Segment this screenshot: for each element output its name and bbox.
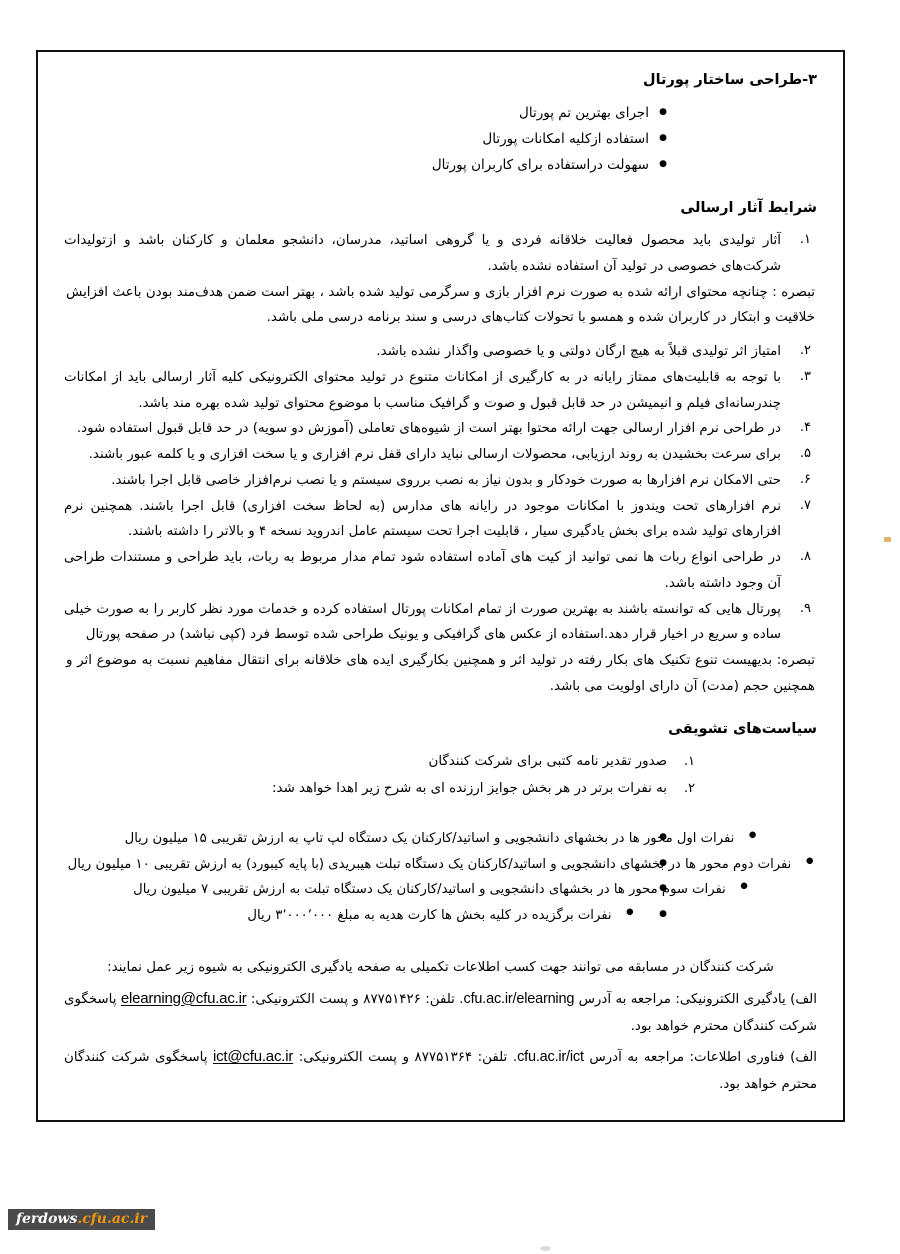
list-item-number: ۳.: [799, 368, 811, 384]
list-item-number: ۶.: [799, 471, 811, 487]
contact-phone-label: . تلفن:: [425, 991, 464, 1007]
list-item-number: ۸.: [799, 549, 811, 565]
list-item-text: برای سرعت بخشیدن به روند ارزیابی، محصولات ارسالی نباید دارای قفل نرم افزاری و یا سخت افزاری و یا کلمه عبور باشند.: [88, 447, 781, 463]
list-item: [64, 416, 817, 442]
contact-url[interactable]: cfu.ac.ir/ict: [517, 1049, 584, 1066]
list-item: [64, 852, 817, 878]
list-item-text: صدور تقدیر نامه کتبی برای شرکت کنندگان: [428, 754, 667, 770]
list-item-number: ۲.: [683, 781, 695, 796]
prize-list: [64, 826, 817, 929]
list-item: [64, 468, 817, 494]
contact-row-elearning: [64, 984, 817, 1041]
contact-tail: پاسخگوی شرکت کنندگان محترم خواهد بود.: [64, 1050, 817, 1093]
list-item: ● اجرای بهترین تم پورتال: [64, 101, 817, 127]
list-item-text: به نفرات برتر در هر بخش جوایز ارزنده ای به شرح زیر اهدا خواهد شد:: [272, 781, 667, 796]
list-item: [64, 442, 817, 468]
scan-artifact: [884, 537, 891, 542]
list-item-text: امتیاز اثر تولیدی قبلاً به هیچ ارگان دولتی و یا خصوصی واگذار نشده باشد.: [376, 344, 781, 360]
list-item-number: ۵.: [799, 446, 811, 462]
list-item: [64, 365, 817, 416]
list-item: [64, 749, 817, 776]
list-item-text: آثار تولیدی باید محصول فعالیت خلاقانه فردی و یا گروهی اساتید، مدرسان، دانشجو معلمان و کارکنان باشد و ازتولیدات شرکت‌های خصوصی در تولید آن استفاده نشده باشد.: [64, 233, 781, 274]
conditions-section-heading: شرایط آثار ارسالی: [680, 200, 817, 217]
page-content: [64, 64, 817, 1110]
contact-lead-text: شرکت کنندگان در مسابقه می توانند جهت کسب اطلاعات تکمیلی به صفحه یادگیری الکترونیکی به شیوه زیر عمل نمایند:: [107, 959, 774, 975]
list-item: [64, 228, 817, 279]
conditions-note-2: تبصره: بدیهیست تنوع تکنیک های بکار رفته در تولید اثر و همچنین بکارگیری ایده های خلاقانه برای انتقال مفاهیم نسبت به موضوع اثر و همچنین حجم (مدت) آن دارای اولویت می باشد.: [66, 652, 815, 694]
site-watermark: [8, 1209, 155, 1230]
contact-label: الف) یادگیری الکترونیکی: مراجعه به آدرس: [578, 991, 817, 1007]
list-item: [64, 776, 817, 803]
list-item: ● استفاده ازکلیه امکانات پورتال: [64, 127, 817, 153]
contact-phone: ۸۷۷۵۱۳۶۴: [414, 1050, 473, 1066]
portal-section-heading: ۳-طراحی ساختار پورتال: [643, 72, 817, 88]
list-item-number: ۴.: [799, 420, 811, 436]
prize-text: ● نفرات اول محور ها در بخشهای دانشجویی و اساتید/کارکنان یک دستگاه لپ تاپ به ارزش تقریبی ۱۵ میلیون ریال: [125, 826, 757, 852]
watermark-secondary: .cfu.ac.ir: [77, 1211, 148, 1227]
portal-bullet-list: [64, 101, 817, 179]
list-item: [64, 494, 817, 545]
spacer: [64, 803, 817, 817]
incentives-list: [64, 749, 817, 803]
prize-text: ● نفرات دوم محور ها در بخشهای دانشجویی و اساتید/کارکنان یک دستگاه تبلت هیبریدی (با پایه کیبورد) به ارزش تقریبی ۱۰ میلیون ریال: [68, 852, 814, 878]
list-item: [64, 903, 817, 929]
scan-artifact: [540, 1246, 551, 1251]
list-item-number: ۱.: [683, 754, 695, 770]
list-item: [64, 877, 817, 903]
list-item-number: ۹.: [799, 600, 811, 616]
contact-email-label: و پست الکترونیکی:: [250, 991, 359, 1007]
list-item-number: ۱.: [799, 232, 811, 248]
list-item-number: ۲.: [799, 343, 811, 359]
conditions-note-1: تبصره : چنانچه محتوای ارائه شده به صورت نرم افزار بازی و سرگرمی تولید شده باشد ، بهتر است ضمن هدف‌مند بودن باعث افزایش خلاقیت و ابتکار در کاربران شده و همسو با تحولات کتاب‌های درسی و سند برنامه درسی ملی باشد.: [66, 284, 815, 326]
prize-text: ● نفرات برگزیده در کلیه بخش ها کارت هدیه به مبلغ ۳٬۰۰۰٬۰۰۰ ریال: [247, 903, 633, 929]
list-item-text: حتی الامکان نرم افزارها به صورت خودکار و بدون نیاز به نصب برروی سیستم و یا نصب نرم‌افزار خاصی قابل اجرا باشند.: [111, 472, 781, 488]
contact-phone-label: . تلفن:: [477, 1050, 518, 1066]
list-item-text: در طراحی نرم افزار ارسالی جهت ارائه محتوا بهتر است از شیوه‌های تعاملی (آموزش دو سویه) در حد قابل قبول استفاده شود.: [76, 421, 781, 437]
list-item-text: در طراحی انواع ربات ها نمی توانید از کیت های آماده استفاده شود تمام مدار مربوط به ربات، باید طراحی و مستندات طراحی آن وجود داشته باشد.: [64, 550, 781, 591]
conditions-list-part-2: [64, 339, 817, 648]
list-item: [64, 826, 817, 852]
contact-email[interactable]: ict@cfu.ac.ir: [213, 1048, 294, 1066]
list-item-text: پورتال هایی که توانسته باشند به بهترین صورت از تمام امکانات پورتال استفاده کرده و خدمات مورد نظر کاربر را به صورت خیلی ساده و سریع در اخیار قرار دهد.استفاده از عکس های گرافیکی و یونیک طراحی شده توسط فرد (کپی نباشد) در صفحه پورتال: [64, 601, 781, 643]
list-item: [64, 545, 817, 596]
contact-label: الف) فناوری اطلاعات: مراجعه به آدرس: [589, 1050, 817, 1066]
list-item: [64, 597, 817, 648]
incentives-section-heading: سیاست‌های تشویقی: [668, 721, 817, 738]
list-item-text: نرم افزارهای تحت ویندوز با امکانات موجود در رایانه های مدارس (به لحاظ سخت افزاری) قابل اجرا باشند. همچنین نرم افزارهای تولید شده برای بخش یادگیری سیار ، قابلیت اجرا تحت سیستم عامل اندروید نسخه ۴ و بالاتر را داشته باشند.: [64, 498, 781, 540]
list-item: [64, 339, 817, 365]
prize-text: ● نفرات سوم محور ها در بخشهای دانشجویی و اساتید/کارکنان یک دستگاه تبلت به ارزش تقریبی ۷ میلیون ریال: [133, 877, 748, 903]
list-item-number: ۷.: [799, 497, 811, 513]
contact-phone: ۸۷۷۵۱۴۲۶: [363, 991, 421, 1007]
list-item-text: با توجه به قابلیت‌های ممتاز رایانه در به کارگیری از امکانات متنوع در تولید محتوای الکترونیکی کلیه آثار ارسالی باید از امکانات چندرسانه‌ای فیلم و انیمیشن در حد قابل قبول و صوت و گرافیک مناسب با موضوع محتوای تولید شده بهره مند باشد.: [64, 369, 781, 411]
contact-url[interactable]: cfu.ac.ir/elearning: [463, 990, 575, 1007]
contact-email-label: و پست الکترونیکی:: [298, 1050, 409, 1066]
contact-tail: پاسخگوی شرکت کنندگان محترم خواهد بود.: [64, 991, 817, 1034]
conditions-list-part-1: [64, 228, 817, 279]
contact-email[interactable]: elearning@cfu.ac.ir: [120, 989, 247, 1007]
contact-section: [64, 955, 817, 1099]
contact-row-ict: [64, 1042, 817, 1099]
list-item: ● سهولت دراستفاده برای کاربران پورتال: [64, 153, 817, 179]
watermark-primary: ferdows: [16, 1211, 78, 1227]
page-frame: [36, 50, 845, 1122]
